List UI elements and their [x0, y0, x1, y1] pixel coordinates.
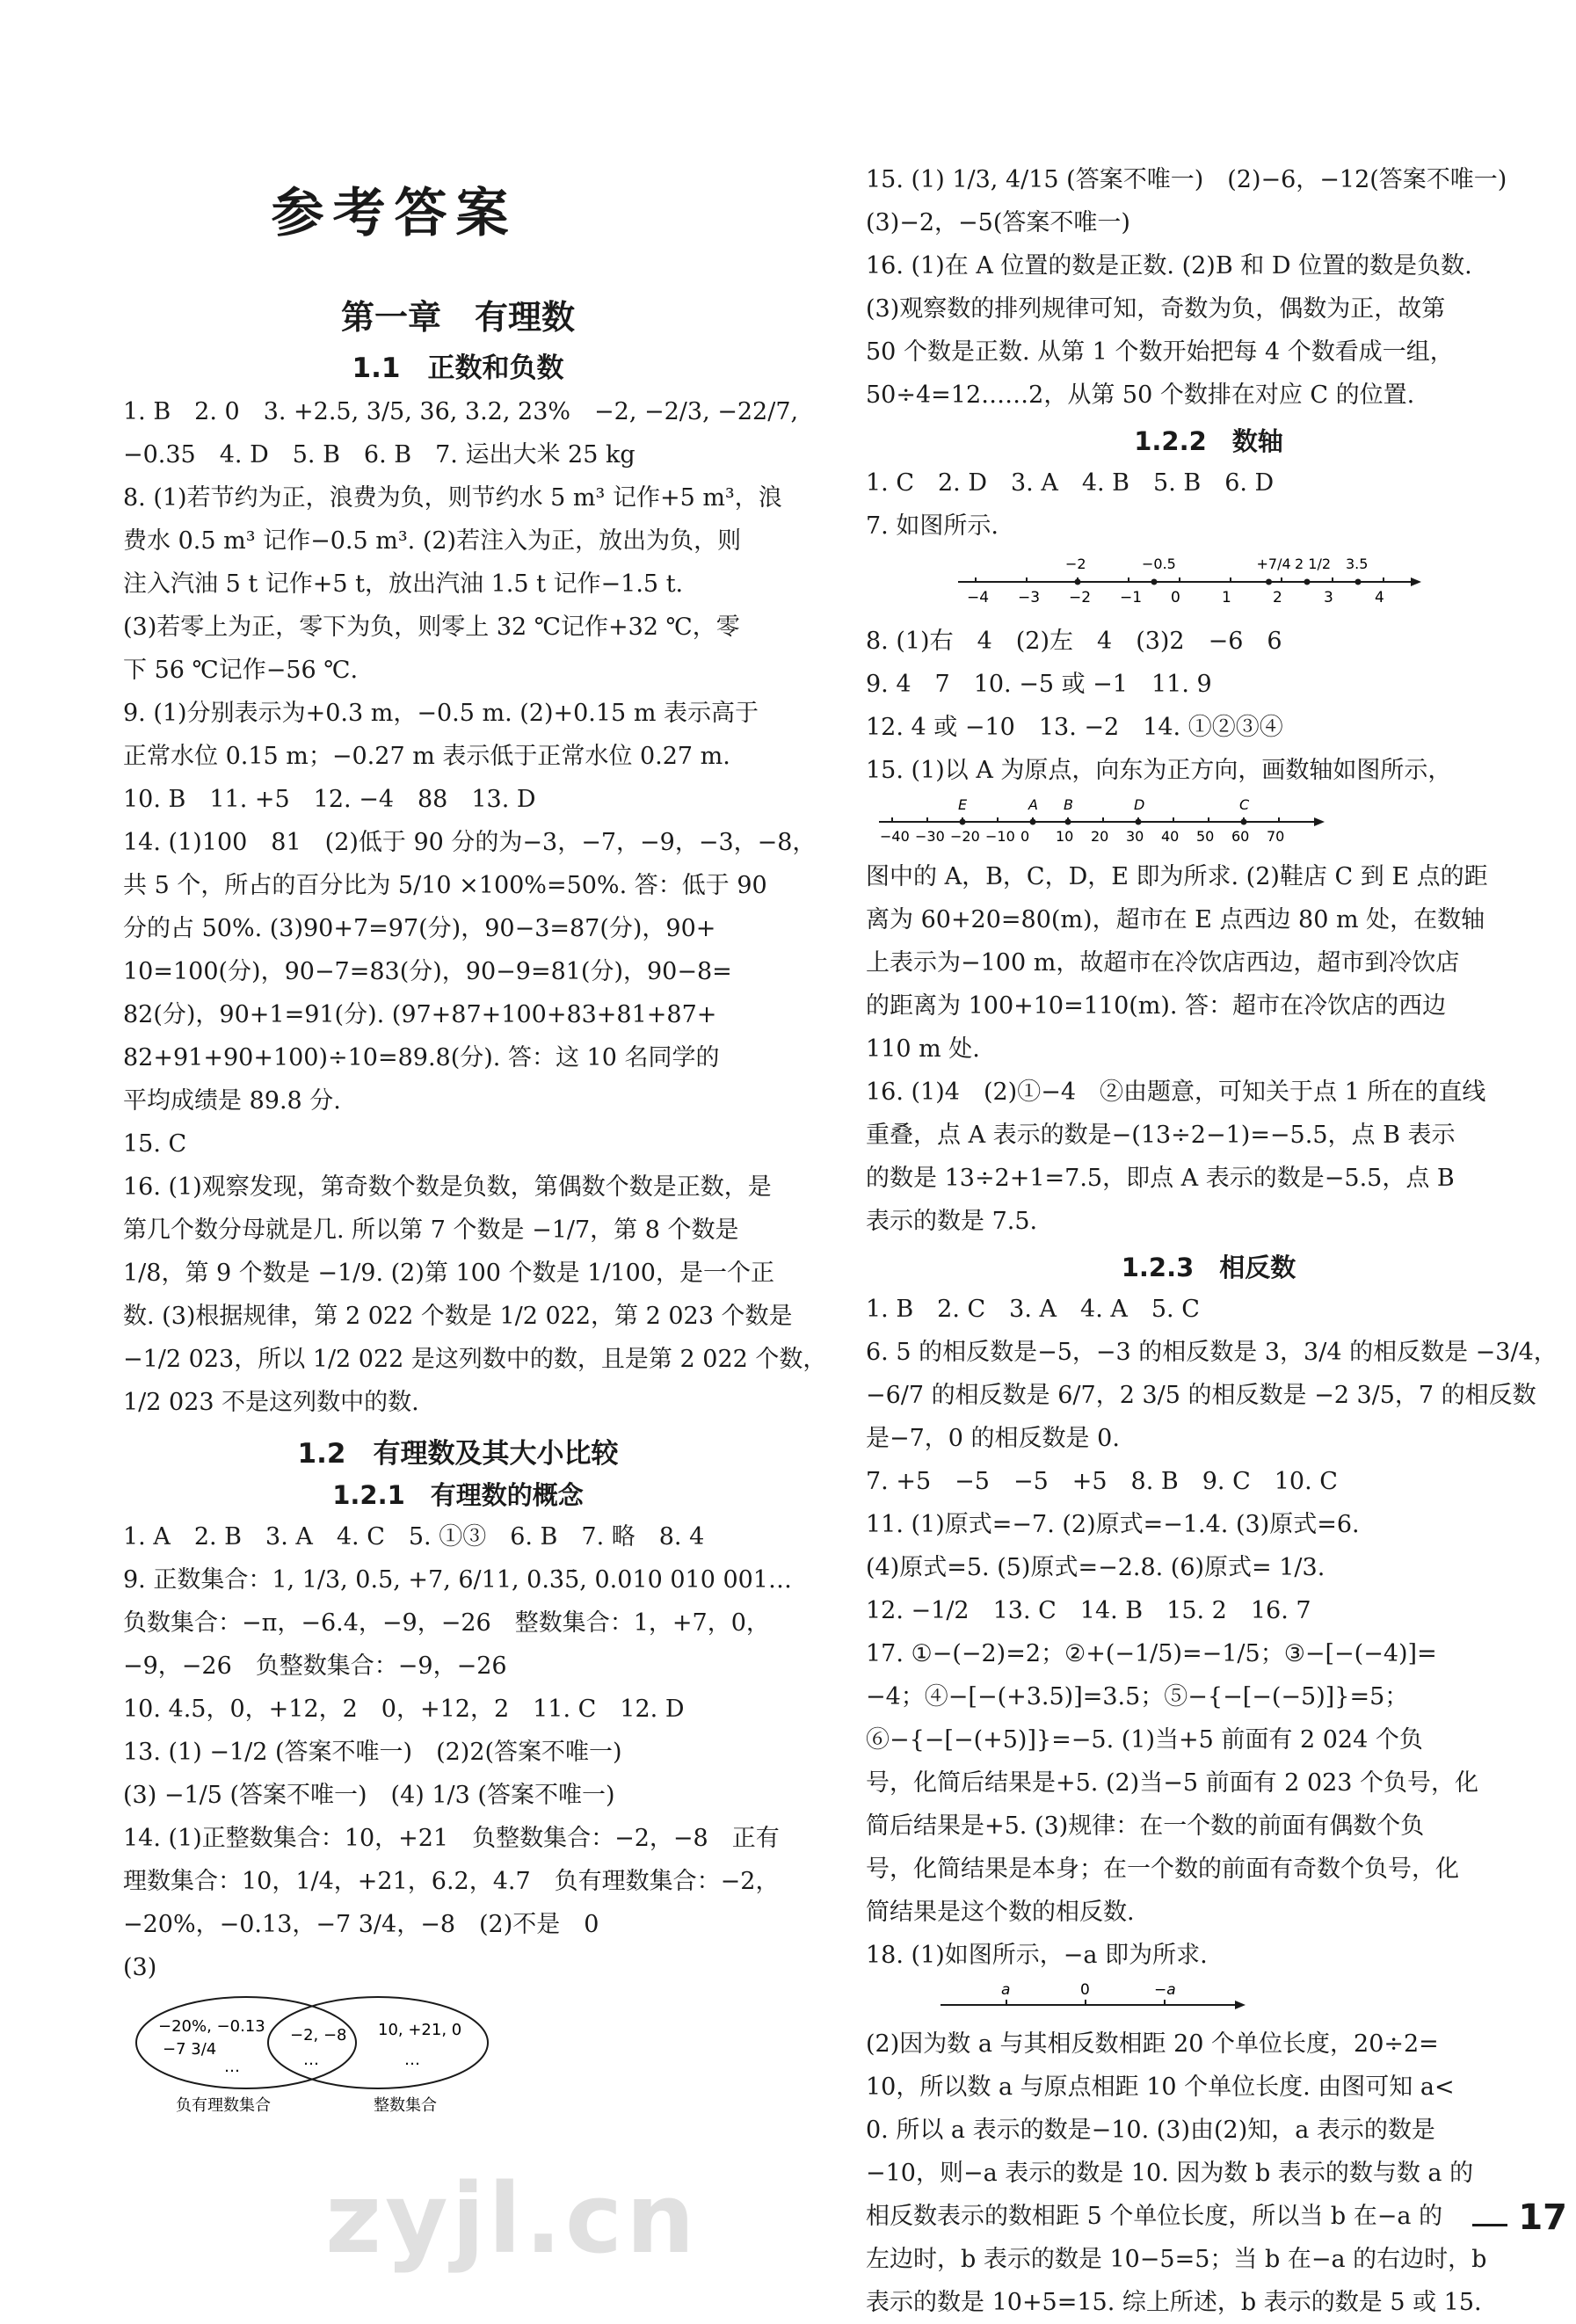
answer-line: 左边时，b 表示的数是 10−5=5；当 b 在−a 的右边时，b [866, 2246, 1487, 2273]
answer-line: 82(分)，90+1=91(分). (97+87+100+83+81+87+ [123, 1001, 717, 1028]
answer-line: (2)因为数 a 与其相反数相距 20 个单位长度，20÷2= [866, 2030, 1439, 2058]
answer-line: 1. B 2. 0 3. +2.5, 3/5, 36, 3.2, 23% −2, −2/3, −22/7, [123, 398, 799, 425]
answer-line: 10. B 11. +5 12. −4 88 13. D [123, 786, 536, 813]
answer-line: 分的占 50%. (3)90+7=97(分)，90−3=87(分)，90+ [123, 915, 716, 942]
answer-line: (3)观察数的排列规律可知，奇数为负，偶数为正，故第 [866, 295, 1446, 323]
answer-line: 的数是 13÷2+1=7.5，即点 A 表示的数是−5.5，点 B [866, 1165, 1455, 1192]
venn-middle-1: −2, −8 [290, 2026, 347, 2044]
numberline-2 [875, 795, 1551, 852]
nl1-tick-label: −3 [1018, 589, 1041, 606]
left-answer-lines [123, 390, 827, 1424]
nl1-point-label: 3.5 [1346, 556, 1369, 572]
answer-line: −9，−26 负整数集合：−9，−26 [123, 1652, 507, 1680]
answer-line: (3)−2，−5(答案不唯一) [866, 209, 1130, 236]
answer-line: 负数集合：−π，−6.4，−9，−26 整数集合：1，+7，0， [123, 1609, 770, 1637]
answer-line: 15. (1)以 A 为原点，向东为正方向，画数轴如图所示， [866, 757, 1452, 784]
nl3-label-0: 0 [1080, 1981, 1090, 1999]
answer-line: 号，化简后结果是+5. (2)当−5 前面有 2 023 个负号，化 [866, 1769, 1479, 1797]
nl1-point [1075, 579, 1081, 585]
nl2-tick-label: 50 [1196, 828, 1215, 845]
nl2-tick-label: 30 [1126, 828, 1144, 845]
answer-line: 表示的数是 10+5=15. 综上所述，b 表示的数是 5 或 15. [866, 2289, 1482, 2316]
answer-line: 7. 如图所示. [866, 512, 999, 540]
chapter-title: 第一章 有理数 [340, 298, 575, 337]
answer-line: 8. (1)若节约为正，浪费为负，则节约水 5 m³ 记作+5 m³，浪 [123, 484, 782, 512]
page-title: 参考答案 [271, 183, 518, 244]
nl2-tick-label: 10 [1056, 828, 1074, 845]
venn-diagram [123, 1994, 793, 2121]
answer-line: 注入汽油 5 t 记作+5 t，放出汽油 1.5 t 记作−1.5 t. [123, 570, 684, 598]
answer-line: 第几个数分母就是几. 所以第 7 个数是 −1/7，第 8 个数是 [123, 1216, 739, 1244]
answer-line: ⑥−{−[−(+5)]}=−5. (1)当+5 前面有 2 024 个负 [866, 1726, 1423, 1754]
nl2-point-label: B [1064, 796, 1073, 813]
nl2-point [1241, 819, 1247, 825]
nl1-tick-label: −4 [967, 589, 990, 606]
answer-line: 理数集合：10，1/4，+21，6.2，4.7 负有理数集合：−2， [123, 1868, 780, 1895]
answer-line: 110 m 处. [866, 1035, 980, 1063]
answer-line: 1/2 023 不是这列数中的数. [123, 1389, 419, 1416]
watermark: zyjl.cn [325, 2162, 699, 2275]
answer-line: 7. +5 −5 −5 +5 8. B 9. C 10. C [866, 1468, 1338, 1495]
right-answer-lines [866, 158, 1551, 417]
subsection-2-title: 1.2.3 相反数 [1121, 1253, 1296, 1282]
answer-line: −10，则−a 表示的数是 10. 因为数 b 表示的数与数 a 的 [866, 2160, 1474, 2187]
answer-line: 下 56 ℃记作−56 ℃. [123, 657, 359, 684]
answer-line: (4)原式=5. (5)原式=−2.8. (6)原式= 1/3. [866, 1554, 1325, 1581]
venn-right-label: 整数集合 [374, 2096, 437, 2115]
numberline-3 [936, 1980, 1551, 2019]
answer-line: (3)若零上为正，零下为负，则零上 32 ℃记作+32 ℃，零 [123, 614, 740, 641]
answer-line: 9. (1)分别表示为+0.3 m，−0.5 m. (2)+0.15 m 表示高于 [123, 700, 759, 727]
right-answer-lines-2 [866, 1288, 1558, 1977]
answer-line: 图中的 A，B，C，D，E 即为所求. (2)鞋店 C 到 E 点的距 [866, 863, 1488, 890]
right-answer-lines-1b [866, 620, 1551, 792]
venn-left-1: −20%, −0.13 [158, 2017, 265, 2036]
right-column [866, 158, 1558, 2324]
answer-line: 简后结果是+5. (3)规律：在一个数的前面有偶数个负 [866, 1812, 1425, 1840]
nl3-label-a: a [1001, 1981, 1011, 1999]
nl1-tick-label: 2 [1273, 589, 1282, 606]
nl2-tick-label: −40 [880, 828, 910, 845]
numberline-1 [954, 551, 1551, 616]
answer-line: 相反数表示的数相距 5 个单位长度，所以当 b 在−a 的 [866, 2203, 1443, 2230]
nl2-tick-label: 60 [1231, 828, 1250, 845]
nl1-tick-label: 1 [1222, 589, 1231, 606]
answer-line: 15. (1) 1/3, 4/15 (答案不唯一) (2)−6，−12(答案不唯一) [866, 166, 1507, 193]
answer-line: 12. −1/2 13. C 14. B 15. 2 16. 7 [866, 1597, 1311, 1624]
right-answer-lines-1c [866, 855, 1551, 1243]
subsection-1-title: 1.2.2 数轴 [1134, 426, 1283, 456]
nl1-tick-label: 0 [1171, 589, 1180, 606]
answer-line: 9. 4 7 10. −5 或 −1 11. 9 [866, 671, 1212, 698]
answer-line: 17. ①−(−2)=2；②+(−1/5)=−1/5；③−[−(−4)]= [866, 1640, 1437, 1667]
venn-right-1: 10, +21, 0 [378, 2021, 462, 2039]
answer-line: 13. (1) −1/2 (答案不唯一) (2)2(答案不唯一) [123, 1739, 622, 1766]
answer-line: 12. 4 或 −10 13. −2 14. ①②③④ [866, 714, 1283, 741]
nl1-point [1266, 579, 1272, 585]
answer-line: (3) [123, 1954, 157, 1981]
venn-middle-2: … [303, 2051, 319, 2069]
answer-line: 数. (3)根据规律，第 2 022 个数是 1/2 022，第 2 023 个数是 [123, 1303, 793, 1330]
answer-line: −20%，−0.13，−7 3/4，−8 (2)不是 0 [123, 1911, 599, 1938]
answer-line: −1/2 023，所以 1/2 022 是这列数中的数，且是第 2 022 个数， [123, 1346, 827, 1373]
nl2-point-label: A [1028, 796, 1038, 813]
nl1-point-label: +7/4 [1256, 556, 1291, 572]
answer-line: 10，所以数 a 与原点相距 10 个单位长度. 由图可知 a< [866, 2073, 1455, 2101]
venn-left-3: … [224, 2058, 240, 2076]
nl1-tick-label: 4 [1375, 589, 1384, 606]
answer-line: 9. 正数集合：1, 1/3, 0.5, +7, 6/11, 0.3̇5̇, 0.010 010 001… [123, 1566, 792, 1594]
answer-line: −0.35 4. D 5. B 6. B 7. 运出大米 25 kg [123, 441, 635, 468]
answer-line: −4；④−[−(+3.5)]=3.5；⑤−{−[−(−5)]}=5； [866, 1683, 1409, 1710]
nl2-point-label: E [958, 796, 968, 813]
right-answer-lines-3 [866, 2023, 1551, 2324]
nl2-tick-label: −20 [950, 828, 980, 845]
left-answer-lines-2 [123, 1515, 793, 1989]
answer-line: 82+91+90+100)÷10=89.8(分). 答：这 10 名同学的 [123, 1044, 720, 1071]
nl1-point-label: 2 1/2 [1295, 556, 1332, 572]
nl2-point [1065, 819, 1071, 825]
answer-line: 共 5 个，所占的百分比为 5/10 ×100%=50%. 答：低于 90 [123, 872, 767, 899]
nl1-point-label: −0.5 [1142, 556, 1176, 572]
answer-line: 1. C 2. D 3. A 4. B 5. B 6. D [866, 469, 1275, 497]
answer-line: 1. B 2. C 3. A 4. A 5. C [866, 1296, 1200, 1323]
answer-line: −6/7 的相反数是 6/7，2 3/5 的相反数是 −2 3/5，7 的相反数 [866, 1382, 1536, 1409]
answer-line: 50 个数是正数. 从第 1 个数开始把每 4 个数看成一组， [866, 338, 1454, 366]
nl2-tick-label: 0 [1020, 828, 1030, 845]
nl1-tick-label: 3 [1324, 589, 1333, 606]
answer-line: 18. (1)如图所示，−a 即为所求. [866, 1942, 1208, 1969]
answer-line: 6. 5 的相反数是−5，−3 的相反数是 3，3/4 的相反数是 −3/4， [866, 1339, 1558, 1366]
nl2-point [960, 819, 966, 825]
nl1-tick-label: −2 [1069, 589, 1092, 606]
answer-line: 16. (1)在 A 位置的数是正数. (2)B 和 D 位置的数是负数. [866, 252, 1472, 280]
nl2-tick-label: 70 [1267, 828, 1285, 845]
answer-line: 表示的数是 7.5. [866, 1208, 1038, 1235]
venn-left-2: −7 3/4 [163, 2040, 217, 2059]
nl1-point [1304, 579, 1311, 585]
answer-line: 正常水位 0.15 m；−0.27 m 表示低于正常水位 0.27 m. [123, 743, 730, 770]
nl2-tick-label: −30 [915, 828, 945, 845]
answer-line: 重叠，点 A 表示的数是−(13÷2−1)=−5.5，点 B 表示 [866, 1122, 1456, 1149]
nl1-point-label: −2 [1065, 556, 1086, 572]
nl2-tick-label: 20 [1091, 828, 1109, 845]
answer-line: 15. C [123, 1130, 187, 1158]
answer-line: 10. 4.5，0，+12，2 0，+12，2 11. C 12. D [123, 1696, 685, 1723]
right-answer-lines-1 [866, 461, 1551, 548]
nl1-point [1151, 579, 1158, 585]
answer-line: 离为 60+20=80(m)，超市在 E 点西边 80 m 处，在数轴 [866, 906, 1485, 933]
answer-line: (3) −1/5 (答案不唯一) (4) 1/3 (答案不唯一) [123, 1782, 615, 1809]
answer-line: 简结果是这个数的相反数. [866, 1899, 1135, 1926]
answer-line: 10=100(分)，90−7=83(分)，90−9=81(分)，90−8= [123, 958, 732, 985]
answer-line: 是−7，0 的相反数是 0. [866, 1425, 1120, 1452]
nl2-point [1136, 819, 1142, 825]
nl2-point [1030, 819, 1036, 825]
nl2-point-label: C [1239, 796, 1250, 813]
answer-line: 1. A 2. B 3. A 4. C 5. ①③ 6. B 7. 略 8. 4 [123, 1523, 705, 1551]
answer-line: 11. (1)原式=−7. (2)原式=−1.4. (3)原式=6. [866, 1511, 1360, 1538]
nl2-tick-label: 40 [1161, 828, 1180, 845]
page-number: 17 [1518, 2197, 1567, 2238]
answer-line: 的距离为 100+10=110(m). 答：超市在冷饮店的西边 [866, 992, 1447, 1020]
answer-line: 1/8，第 9 个数是 −1/9. (2)第 100 个数是 1/100，是一个正 [123, 1260, 774, 1287]
section-title: 1.1 正数和负数 [352, 352, 564, 384]
nl2-tick-label: −10 [985, 828, 1015, 845]
answer-line: 8. (1)右 4 (2)左 4 (3)2 −6 6 [866, 628, 1282, 655]
left-column [123, 290, 827, 2121]
answer-line: 费水 0.5 m³ 记作−0.5 m³. (2)若注入为正，放出为负，则 [123, 527, 742, 555]
answer-line: 号，化简结果是本身；在一个数的前面有奇数个负号，化 [866, 1856, 1459, 1883]
answer-line: 14. (1)正整数集合：10，+21 负整数集合：−2，−8 正有 [123, 1825, 780, 1852]
answer-line: 50÷4=12……2，从第 50 个数排在对应 C 的位置. [866, 381, 1415, 409]
answer-line: 16. (1)观察发现，第奇数个数是负数，第偶数个数是正数，是 [123, 1173, 772, 1201]
nl1-point [1355, 579, 1362, 585]
answer-line: 14. (1)100 81 (2)低于 90 分的为−3，−7，−9，−3，−8， [123, 829, 817, 856]
nl2-point-label: D [1134, 796, 1145, 813]
answer-line: 平均成绩是 89.8 分. [123, 1087, 341, 1115]
answer-line: 0. 所以 a 表示的数是−10. (3)由(2)知，a 表示的数是 [866, 2117, 1435, 2144]
section2-title: 1.2 有理数及其大小比较 [297, 1438, 619, 1470]
subsection-title: 1.2.1 有理数的概念 [332, 1480, 584, 1510]
nl1-tick-label: −1 [1120, 589, 1143, 606]
answer-line: 16. (1)4 (2)①−4 ②由题意，可知关于点 1 所在的直线 [866, 1078, 1486, 1106]
nl3-label-neg-a: −a [1154, 1981, 1176, 1999]
venn-left-label: 负有理数集合 [176, 2096, 271, 2115]
venn-right-2: … [404, 2051, 420, 2069]
answer-line: 上表示为−100 m，故超市在冷饮店西边，超市到冷饮店 [866, 949, 1460, 977]
